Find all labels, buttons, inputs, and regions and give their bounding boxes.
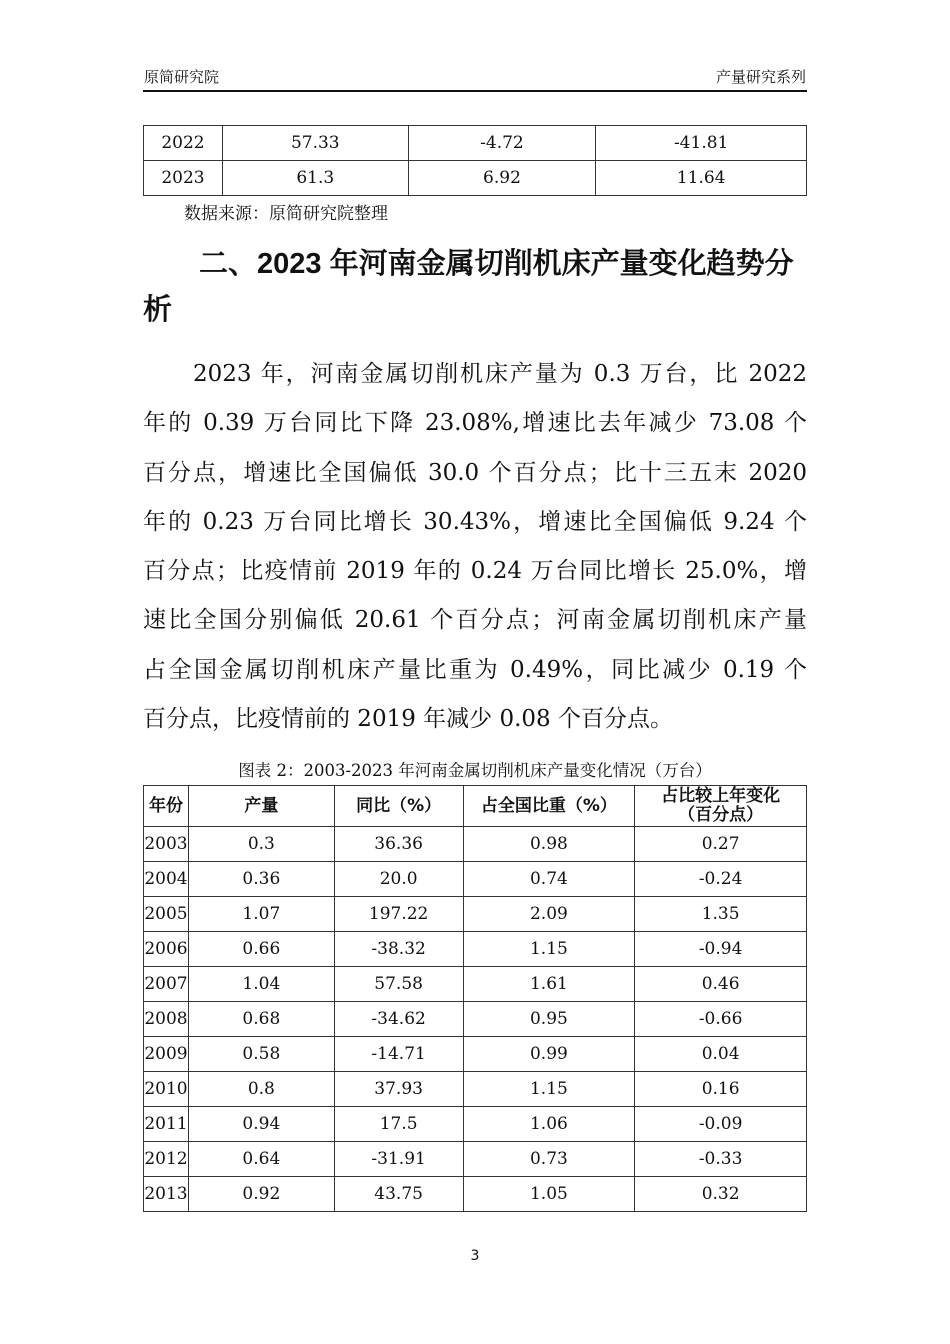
paragraph-line: 百分点；比疫情前 2019 年的 0.24 万台同比增长 25.0%，增	[143, 558, 807, 585]
table-cell: 197.22	[334, 897, 463, 932]
table-continued	[143, 125, 807, 196]
table-cell: 2011	[144, 1107, 189, 1142]
table-cell: 0.95	[463, 1002, 635, 1037]
table-cell: 61.3	[222, 161, 408, 196]
table-row	[144, 897, 807, 932]
header-share-change-l1: 占比较上年变化	[661, 786, 781, 806]
table-row	[144, 126, 807, 161]
table-cell: 1.05	[463, 1177, 635, 1212]
table-cell: 2023	[144, 161, 223, 196]
header-yoy: 同比（%）	[334, 786, 463, 827]
table-row	[144, 1002, 807, 1037]
table-cell: 1.15	[463, 932, 635, 967]
paragraph-line: 百分点，比疫情前的 2019 年减少 0.08 个百分点。	[143, 706, 673, 733]
paragraph-line: 年的 0.39 万台同比下降 23.08%,增速比去年减少 73.08 个	[143, 410, 807, 437]
table-cell: -0.09	[635, 1107, 807, 1142]
table-cell: 2012	[144, 1142, 189, 1177]
table-cell: -0.94	[635, 932, 807, 967]
table-row	[144, 1037, 807, 1072]
table-cell: 2006	[144, 932, 189, 967]
table-cell: 0.94	[188, 1107, 334, 1142]
table-cell: 0.99	[463, 1037, 635, 1072]
table-cell: -34.62	[334, 1002, 463, 1037]
table-cell: 0.8	[188, 1072, 334, 1107]
paragraph-line: 占全国金属切削机床产量比重为 0.49%，同比减少 0.19 个	[143, 656, 807, 683]
table-cell: 0.36	[188, 862, 334, 897]
table-cell: 2022	[144, 126, 223, 161]
table-row	[144, 161, 807, 196]
table-caption: 图表 2：2003-2023 年河南金属切削机床产量变化情况（万台）	[238, 761, 712, 780]
table-cell: 0.73	[463, 1142, 635, 1177]
data-source-note: 数据来源：原简研究院整理	[184, 204, 388, 224]
production-table	[143, 785, 807, 1212]
table-cell: -41.81	[596, 126, 807, 161]
table-cell: -31.91	[334, 1142, 463, 1177]
table-cell: 0.32	[635, 1177, 807, 1212]
table-cell: -0.33	[635, 1142, 807, 1177]
table-cell: -0.66	[635, 1002, 807, 1037]
table-row	[144, 967, 807, 1002]
table-cell: 0.16	[635, 1072, 807, 1107]
table-cell: 2003	[144, 827, 189, 862]
section-heading-cont: 析	[143, 294, 173, 326]
paragraph-line: 速比全国分别偏低 20.61 个百分点；河南金属切削机床产量	[143, 607, 807, 634]
body-paragraph	[143, 354, 807, 748]
section-heading: 二、2023 年河南金属切削机床产量变化趋势分	[199, 248, 794, 280]
table-cell: 1.04	[188, 967, 334, 1002]
table-cell: 1.15	[463, 1072, 635, 1107]
table-cell: 0.98	[463, 827, 635, 862]
table-cell: 2010	[144, 1072, 189, 1107]
table-cell: -38.32	[334, 932, 463, 967]
table-cell: -14.71	[334, 1037, 463, 1072]
table-cell: 1.61	[463, 967, 635, 1002]
table-cell: 57.33	[222, 126, 408, 161]
table-cell: 6.92	[408, 161, 596, 196]
header-left-title: 原简研究院	[144, 68, 220, 86]
table-cell: 0.27	[635, 827, 807, 862]
table-cell: 0.74	[463, 862, 635, 897]
table-row	[144, 1142, 807, 1177]
paragraph-line: 年的 0.23 万台同比增长 30.43%，增速比全国偏低 9.24 个	[143, 508, 807, 535]
table-row	[144, 1107, 807, 1142]
table-cell: 37.93	[334, 1072, 463, 1107]
table-cell: 0.92	[188, 1177, 334, 1212]
table-cell: 0.68	[188, 1002, 334, 1037]
table-cell: 2004	[144, 862, 189, 897]
table-cell: 36.36	[334, 827, 463, 862]
table-cell: 57.58	[334, 967, 463, 1002]
table-cell: 0.46	[635, 967, 807, 1002]
header-national-share: 占全国比重（%）	[463, 786, 635, 827]
table-cell: 1.07	[188, 897, 334, 932]
table-row	[144, 862, 807, 897]
table-cell: 0.58	[188, 1037, 334, 1072]
table-row	[144, 827, 807, 862]
table-cell: 2009	[144, 1037, 189, 1072]
paragraph-line: 2023 年，河南金属切削机床产量为 0.3 万台，比 2022	[193, 361, 807, 387]
table-cell: 1.06	[463, 1107, 635, 1142]
table-cell: 0.3	[188, 827, 334, 862]
table-cell: -0.24	[635, 862, 807, 897]
header-share-change	[635, 786, 807, 827]
table-cell: 20.0	[334, 862, 463, 897]
table-row	[144, 932, 807, 967]
table-header-row	[144, 786, 807, 827]
table-cell: 0.04	[635, 1037, 807, 1072]
table-cell: 0.64	[188, 1142, 334, 1177]
table-cell: 2008	[144, 1002, 189, 1037]
table-cell: -4.72	[408, 126, 596, 161]
page-number: 3	[470, 1248, 480, 1264]
table-cell: 1.35	[635, 897, 807, 932]
table-row	[144, 1072, 807, 1107]
table-cell: 2007	[144, 967, 189, 1002]
table-cell: 0.66	[188, 932, 334, 967]
table-cell: 2013	[144, 1177, 189, 1212]
table-cell: 11.64	[596, 161, 807, 196]
paragraph-line: 百分点，增速比全国偏低 30.0 个百分点；比十三五末 2020	[143, 459, 807, 486]
table-row	[144, 1177, 807, 1212]
table-cell: 2.09	[463, 897, 635, 932]
table-cell: 2005	[144, 897, 189, 932]
header-share-change-l2: （百分点）	[678, 805, 764, 825]
header-output: 产量	[188, 786, 334, 827]
header-divider	[143, 90, 807, 92]
table-cell: 43.75	[334, 1177, 463, 1212]
header-year: 年份	[144, 786, 189, 827]
table-cell: 17.5	[334, 1107, 463, 1142]
header-right-title: 产量研究系列	[715, 68, 806, 86]
